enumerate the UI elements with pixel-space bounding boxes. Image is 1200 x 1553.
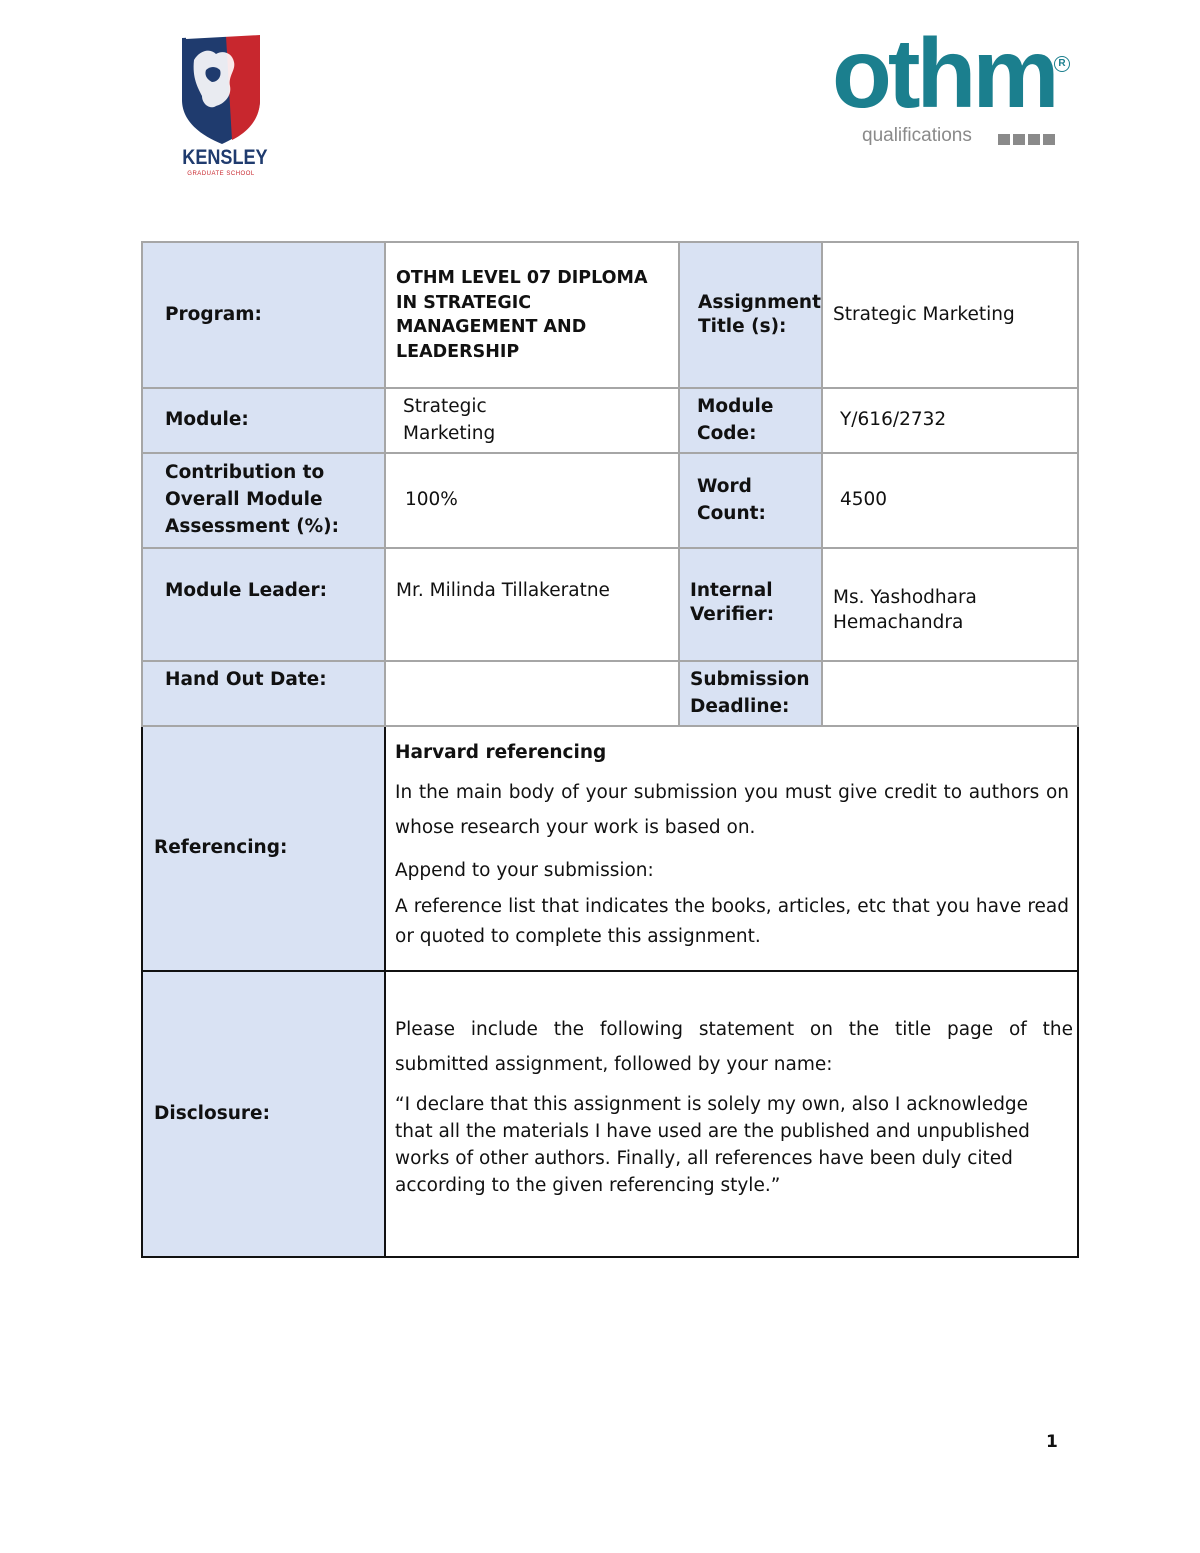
- module-leader-value: Mr. Milinda Tillakeratne: [385, 548, 679, 661]
- othm-blocks-icon: [998, 134, 1055, 145]
- assignment-title-value: Strategic Marketing: [822, 242, 1078, 388]
- kensley-subtitle: GRADUATE SCHOOL: [187, 171, 255, 177]
- othm-logo: [832, 18, 1082, 160]
- contribution-value: 100%: [385, 453, 679, 548]
- word-count-value: 4500: [822, 453, 1078, 548]
- othm-wordmark: othm: [832, 18, 1056, 128]
- submission-deadline-value: [822, 661, 1078, 726]
- registered-mark: R: [1054, 56, 1070, 72]
- referencing-content: [385, 726, 1078, 971]
- module-value: Strategic Marketing: [385, 388, 679, 453]
- othm-subtitle: qualifications: [862, 125, 972, 146]
- referencing-heading: Harvard referencing: [395, 742, 607, 763]
- page-number: 1: [1046, 1432, 1058, 1452]
- disclosure-label: Disclosure:: [142, 971, 385, 1257]
- hand-out-date-label: Hand Out Date:: [142, 661, 385, 726]
- program-value: OTHM LEVEL 07 DIPLOMA IN STRATEGIC MANAGEMENT AND LEADERSHIP: [385, 242, 679, 388]
- table-row: [142, 726, 1078, 971]
- contribution-label: Contribution to Overall Module Assessment (%):: [142, 453, 385, 548]
- disclosure-instruction: Please include the following statement on the title page of the submitted assignment, followed by your name:: [395, 1019, 1073, 1076]
- assignment-title-label: Assignment Title (s):: [679, 242, 822, 388]
- submission-deadline-label: Submission Deadline:: [679, 661, 822, 726]
- hand-out-date-value: [385, 661, 679, 726]
- referencing-label: Referencing:: [142, 726, 385, 971]
- module-label: Module:: [142, 388, 385, 453]
- referencing-append: Append to your submission:: [395, 860, 654, 882]
- kensley-shield-icon: [176, 30, 266, 146]
- table-row: [142, 242, 1078, 388]
- table-row: [142, 548, 1078, 661]
- kensley-logo: [176, 30, 266, 180]
- disclosure-statement: “I declare that this assignment is solely my own, also I acknowledge that all the materials I have used are the published and unpublished works of other authors. Finally, all references have been duly cited according to the given referencing style.”: [395, 1094, 1030, 1196]
- assignment-brief-table: [141, 241, 1079, 1258]
- kensley-wordmark: KENSLEY: [182, 146, 268, 169]
- table-row: [142, 661, 1078, 726]
- module-code-label: Module Code:: [679, 388, 822, 453]
- table-row: [142, 388, 1078, 453]
- program-label: Program:: [142, 242, 385, 388]
- table-row: [142, 971, 1078, 1257]
- module-code-value: Y/616/2732: [822, 388, 1078, 453]
- internal-verifier-value: Ms. Yashodhara Hemachandra: [822, 548, 1078, 661]
- internal-verifier-label: Internal Verifier:: [679, 548, 822, 661]
- module-leader-label: Module Leader:: [142, 548, 385, 661]
- table-row: [142, 453, 1078, 548]
- referencing-paragraph: In the main body of your submission you must give credit to authors on whose research your work is based on.: [395, 782, 1069, 839]
- word-count-label: Word Count:: [679, 453, 822, 548]
- referencing-list-note: A reference list that indicates the books, articles, etc that you have read or quoted to complete this assignment.: [395, 896, 1069, 948]
- disclosure-content: [385, 971, 1078, 1257]
